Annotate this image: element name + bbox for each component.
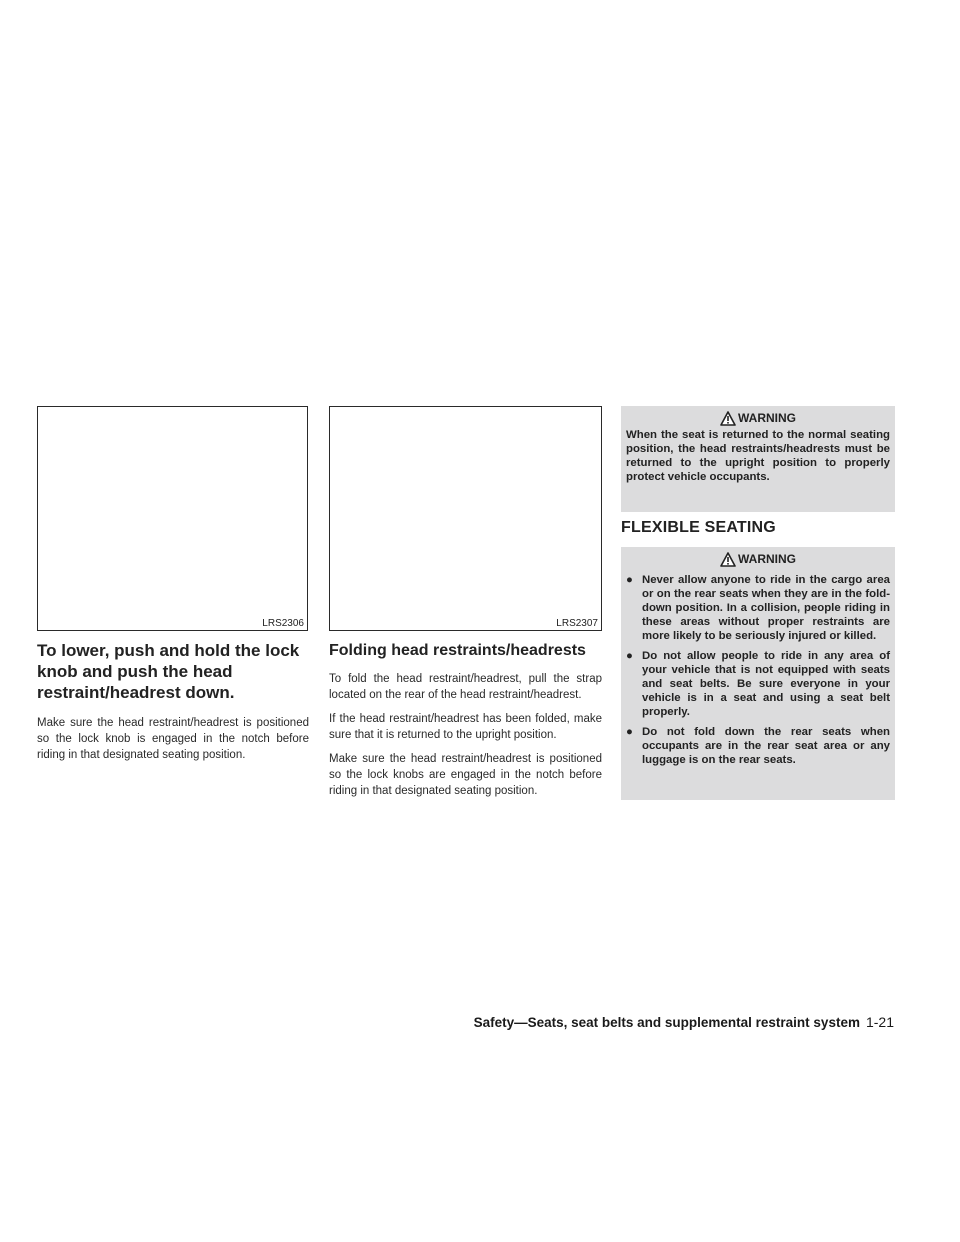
warning-header [626, 547, 890, 569]
bullet-icon: ● [626, 726, 633, 738]
paragraph: Make sure the head restraint/headrest is positioned so the lock knob is engaged in the notch before riding in that designated seating position. [37, 717, 309, 761]
warning-triangle-icon [720, 552, 736, 567]
subsection-heading: Folding head restraints/headrests [329, 642, 586, 659]
step-heading: To lower, push and hold the lock knob and push the head restraint/headrest down. [37, 641, 300, 702]
warning-title: WARNING [738, 552, 796, 566]
bullet-icon: ● [626, 574, 633, 586]
figure-label: LRS2307 [556, 618, 598, 629]
figure-lrs2306 [37, 406, 308, 631]
warning-title: WARNING [738, 411, 796, 425]
warning-triangle-icon [720, 411, 736, 426]
warning-list [626, 573, 890, 767]
paragraph: If the head restraint/headrest has been folded, make sure that it is returned to the upright position. [329, 713, 602, 741]
list-item: ● Do not fold down the rear seats when occupants are in the rear seat area or any luggage is on the rear seats. [626, 726, 890, 766]
column-1 [37, 640, 309, 771]
flexible-seating-section [621, 518, 895, 538]
page-footer [474, 1014, 894, 1030]
page-number: 1-21 [865, 1014, 894, 1030]
warning-box [621, 547, 895, 800]
figure-label: LRS2306 [262, 618, 304, 629]
bullet-icon: ● [626, 650, 633, 662]
warning-header [626, 406, 890, 428]
paragraph: Make sure the head restraint/headrest is positioned so the lock knobs are engaged in the notch before riding in that designated seating position. [329, 753, 602, 797]
footer-chapter-title: Safety—Seats, seat belts and supplemental restraint system [473, 1015, 860, 1030]
list-item: ● Never allow anyone to ride in the cargo area or on the rear seats when they are in the fold-down position. In a collision, people riding in these areas without proper restraints are more likely to be seriously injured or killed. [626, 574, 890, 642]
figure-lrs2307 [329, 406, 602, 631]
warning-text: When the seat is returned to the normal seating position, the head restraints/headrests must be returned to the upright position to properly protect vehicle occupants. [626, 429, 890, 483]
list-item: ● Do not allow people to ride in any area of your vehicle that is not equipped with seats and seat belts. Be sure everyone in your vehicle is in a seat and using a seat belt properly. [626, 650, 890, 718]
section-heading: FLEXIBLE SEATING [621, 519, 776, 536]
warning-box [621, 406, 895, 512]
paragraph: To fold the head restraint/headrest, pull the strap located on the rear of the head restraint/headrest. [329, 673, 602, 701]
column-2 [329, 641, 602, 807]
